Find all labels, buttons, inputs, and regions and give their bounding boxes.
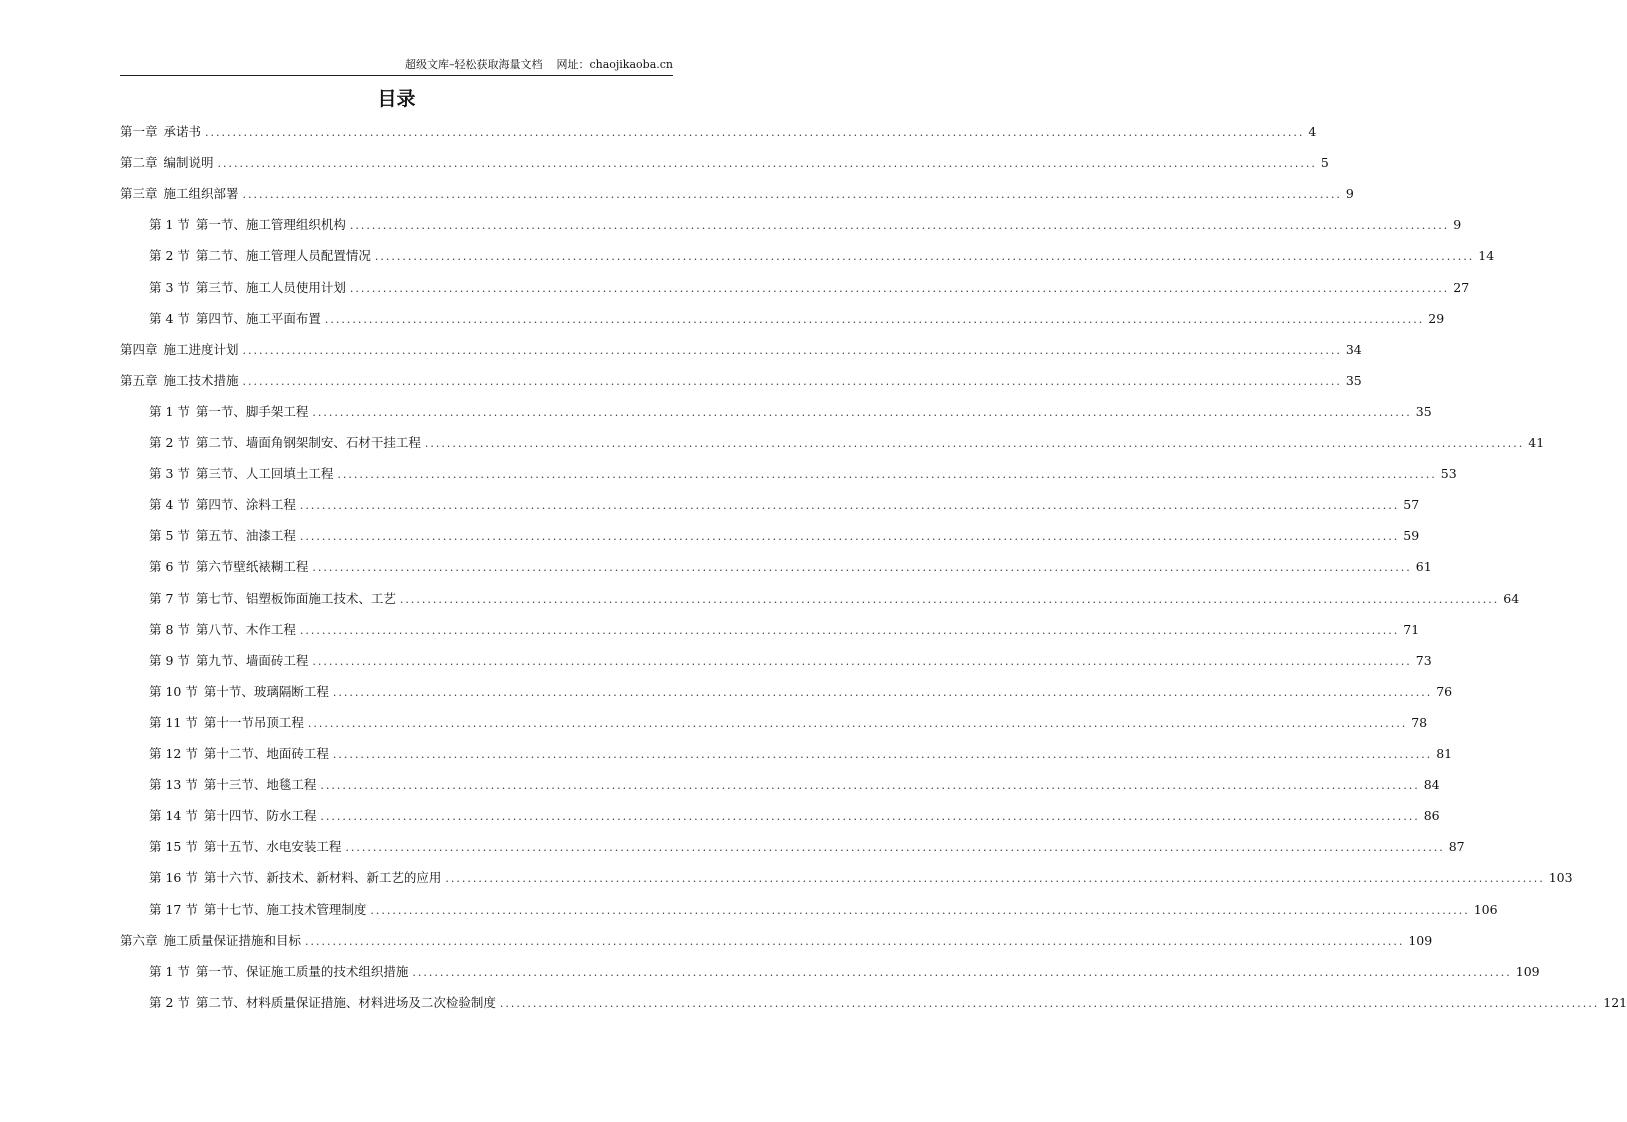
toc-page-number: 41 xyxy=(1528,435,1545,450)
toc-page-number: 5 xyxy=(1320,155,1329,171)
toc-entry-title: 第十三节、地毯工程 xyxy=(203,777,317,793)
toc-section-entry[interactable] xyxy=(149,495,1420,515)
toc-entry-number: 第 16 节 xyxy=(149,870,198,886)
toc-dot-leader: ........................................................................................................................................................................................................ xyxy=(307,716,1408,730)
toc-section-entry[interactable] xyxy=(149,962,1540,982)
toc-section-entry[interactable] xyxy=(149,278,1470,298)
header-site-name: 超级文库–轻松获取海量文档 xyxy=(404,58,543,71)
toc-section-entry[interactable] xyxy=(149,651,1432,671)
toc-dot-leader: ........................................................................................................................................................................................................ xyxy=(324,312,1425,326)
toc-dot-leader: ........................................................................................................................................................................................................ xyxy=(349,281,1450,295)
toc-dot-leader: ........................................................................................................................................................................................................ xyxy=(299,499,1400,513)
toc-dot-leader: ........................................................................................................................................................................................................ xyxy=(305,934,1405,948)
toc-section-entry[interactable] xyxy=(149,620,1420,640)
toc-entry-title: 第十二节、地面砖工程 xyxy=(203,746,329,761)
header-url: 网址：chaojikaoba.cn xyxy=(556,58,673,71)
toc-entry-number: 第 7 节 xyxy=(149,590,190,606)
toc-chapter-entry[interactable] xyxy=(120,340,1362,360)
toc-entry-title: 第十七节、施工技术管理制度 xyxy=(203,901,367,917)
toc-entry-number: 第 13 节 xyxy=(149,777,198,793)
toc-section-entry[interactable] xyxy=(149,806,1440,826)
toc-page-number: 35 xyxy=(1345,372,1362,388)
toc-dot-leader: ........................................................................................................................................................................................................ xyxy=(399,592,1500,606)
toc-entry-number: 第 14 节 xyxy=(149,808,198,824)
toc-dot-leader: ........................................................................................................................................................................................................ xyxy=(242,188,1342,202)
toc-entry-title: 施工技术措施 xyxy=(163,372,239,388)
toc-entry-title: 第八节、木作工程 xyxy=(195,621,296,637)
toc-page-number: 86 xyxy=(1423,808,1440,824)
toc-entry-title: 第六节壁纸裱糊工程 xyxy=(195,559,309,575)
toc-section-entry[interactable] xyxy=(149,900,1498,920)
toc-entry-title: 第三节、施工人员使用计划 xyxy=(195,279,346,295)
toc-entry-number: 第 10 节 xyxy=(149,683,198,699)
toc-entry-title: 第二节、墙面角钢架制安、石材干挂工程 xyxy=(195,435,421,450)
toc-page-number: 106 xyxy=(1473,901,1498,917)
toc-page-number: 78 xyxy=(1411,714,1428,730)
toc-dot-leader: ........................................................................................................................................................................................................ xyxy=(445,872,1545,886)
toc-section-entry[interactable] xyxy=(149,682,1453,702)
toc-entry-number: 第 6 节 xyxy=(149,559,190,575)
toc-entry-title: 第五节、油漆工程 xyxy=(195,528,296,544)
toc-chapter-entry[interactable] xyxy=(120,153,1329,173)
toc-entry-number: 第四章 xyxy=(120,341,158,357)
toc-section-entry[interactable] xyxy=(149,589,1520,609)
toc-page-number: 71 xyxy=(1403,621,1420,637)
toc-entry-number: 第一章 xyxy=(120,124,158,139)
toc-dot-leader: ........................................................................................................................................................................................................ xyxy=(299,623,1400,637)
toc-dot-leader: ........................................................................................................................................................................................................ xyxy=(205,126,1305,139)
toc-entry-number: 第 15 节 xyxy=(149,839,198,855)
toc-dot-leader: ........................................................................................................................................................................................................ xyxy=(299,530,1400,544)
toc-page-number: 61 xyxy=(1415,559,1432,575)
toc-entry-title: 第九节、墙面砖工程 xyxy=(195,652,309,668)
page-header xyxy=(120,55,673,76)
toc-entry-number: 第 1 节 xyxy=(149,963,190,979)
toc-page-number: 9 xyxy=(1453,217,1462,233)
toc-section-entry[interactable] xyxy=(149,775,1440,795)
toc-page-number: 103 xyxy=(1548,870,1573,886)
toc-entry-title: 第一节、施工管理组织机构 xyxy=(195,217,346,233)
toc-page-number: 109 xyxy=(1408,932,1433,948)
toc-dot-leader: ........................................................................................................................................................................................................ xyxy=(312,405,1412,419)
toc-page-number: 9 xyxy=(1345,186,1354,202)
toc-page-number: 81 xyxy=(1436,746,1453,761)
toc-page-number: 59 xyxy=(1403,528,1420,544)
toc-entry-title: 第一节、保证施工质量的技术组织措施 xyxy=(195,963,409,979)
toc-section-entry[interactable] xyxy=(149,744,1453,764)
toc-dot-leader: ........................................................................................................................................................................................................ xyxy=(217,157,1317,171)
toc-section-entry[interactable] xyxy=(149,993,1627,1013)
toc-section-entry[interactable] xyxy=(149,246,1495,266)
toc-entry-title: 第二节、材料质量保证措施、材料进场及二次检验制度 xyxy=(195,994,496,1010)
toc-page-number: 76 xyxy=(1436,683,1453,699)
toc-entry-title: 第十节、玻璃隔断工程 xyxy=(203,683,329,699)
toc-entry-number: 第 4 节 xyxy=(149,497,190,513)
toc-dot-leader: ........................................................................................................................................................................................................ xyxy=(332,748,1433,761)
toc-dot-leader: ........................................................................................................................................................................................................ xyxy=(499,996,1600,1010)
toc-entry-title: 施工组织部署 xyxy=(163,186,239,202)
toc-page-number: 87 xyxy=(1448,839,1465,855)
toc-entry-number: 第 12 节 xyxy=(149,746,198,761)
toc-entry-number: 第 2 节 xyxy=(149,435,190,450)
toc-page-number: 73 xyxy=(1415,652,1432,668)
toc-entry-number: 第 4 节 xyxy=(149,310,190,326)
toc-page-number: 64 xyxy=(1503,590,1520,606)
toc-page-number: 109 xyxy=(1515,963,1540,979)
toc-dot-leader: ........................................................................................................................................................................................................ xyxy=(349,219,1450,233)
toc-entry-number: 第五章 xyxy=(120,372,158,388)
toc-dot-leader: ........................................................................................................................................................................................................ xyxy=(320,779,1420,793)
toc-entry-title: 第十五节、水电安装工程 xyxy=(203,839,342,855)
toc-entry-number: 第 1 节 xyxy=(149,217,190,233)
toc-entry-number: 第六章 xyxy=(120,932,158,948)
toc-entry-number: 第 5 节 xyxy=(149,528,190,544)
toc-dot-leader: ........................................................................................................................................................................................................ xyxy=(374,250,1475,264)
toc-entry-number: 第三章 xyxy=(120,186,158,202)
toc-section-entry[interactable] xyxy=(149,526,1420,546)
toc-entry-title: 施工质量保证措施和目标 xyxy=(163,932,302,948)
page-title: 目录 xyxy=(377,88,416,110)
toc-dot-leader: ........................................................................................................................................................................................................ xyxy=(312,654,1412,668)
toc-section-entry[interactable] xyxy=(149,215,1462,235)
toc-section-entry[interactable] xyxy=(149,713,1428,733)
toc-chapter-entry[interactable] xyxy=(120,371,1362,391)
toc-dot-leader: ........................................................................................................................................................................................................ xyxy=(242,374,1342,388)
toc-section-entry[interactable] xyxy=(149,464,1457,484)
toc-page-number: 121 xyxy=(1603,994,1627,1010)
toc-entry-title: 第七节、铝塑板饰面施工技术、工艺 xyxy=(195,590,396,606)
toc-entry-number: 第 1 节 xyxy=(149,403,190,419)
toc-page-number: 57 xyxy=(1403,497,1420,513)
toc-chapter-entry[interactable] xyxy=(120,122,1317,142)
toc-page-number: 27 xyxy=(1453,279,1470,295)
toc-dot-leader: ........................................................................................................................................................................................................ xyxy=(332,685,1433,699)
toc-section-entry[interactable] xyxy=(149,868,1573,888)
toc-page-number: 14 xyxy=(1478,248,1495,264)
toc-entry-number: 第 2 节 xyxy=(149,994,190,1010)
toc-entry-title: 第十六节、新技术、新材料、新工艺的应用 xyxy=(203,870,442,886)
toc-page-number: 34 xyxy=(1345,341,1362,357)
toc-entry-title: 施工进度计划 xyxy=(163,341,239,357)
toc-dot-leader: ........................................................................................................................................................................................................ xyxy=(337,468,1437,482)
toc-section-entry[interactable] xyxy=(149,309,1445,329)
toc-dot-leader: ........................................................................................................................................................................................................ xyxy=(412,965,1512,979)
toc-section-entry[interactable] xyxy=(149,433,1545,453)
toc-entry-title: 编制说明 xyxy=(163,155,214,171)
toc-dot-leader: ........................................................................................................................................................................................................ xyxy=(370,903,1470,917)
toc-entry-number: 第 3 节 xyxy=(149,466,190,482)
toc-page-number: 35 xyxy=(1415,403,1432,419)
toc-entry-title: 第十一节吊顶工程 xyxy=(203,714,304,730)
toc-entry-number: 第 9 节 xyxy=(149,652,190,668)
toc-entry-title: 第四节、涂料工程 xyxy=(195,497,296,513)
toc-page-number: 84 xyxy=(1423,777,1440,793)
toc-page-number: 29 xyxy=(1428,310,1445,326)
toc-entry-title: 第三节、人工回填土工程 xyxy=(195,466,334,482)
toc-section-entry[interactable] xyxy=(149,402,1432,422)
toc-entry-title: 承诺书 xyxy=(163,124,202,139)
toc-entry-number: 第二章 xyxy=(120,155,158,171)
toc-dot-leader: ........................................................................................................................................................................................................ xyxy=(345,841,1445,855)
toc-entry-title: 第二节、施工管理人员配置情况 xyxy=(195,248,371,264)
toc-chapter-entry[interactable] xyxy=(120,184,1354,204)
toc-dot-leader: ........................................................................................................................................................................................................ xyxy=(320,810,1420,824)
toc-section-entry[interactable] xyxy=(149,837,1465,857)
toc-entry-title: 第十四节、防水工程 xyxy=(203,808,317,824)
toc-section-entry[interactable] xyxy=(149,557,1432,577)
toc-dot-leader: ........................................................................................................................................................................................................ xyxy=(242,343,1342,357)
toc-entry-number: 第 3 节 xyxy=(149,279,190,295)
toc-entry-number: 第 17 节 xyxy=(149,901,198,917)
toc-dot-leader: ........................................................................................................................................................................................................ xyxy=(312,561,1412,575)
toc-entry-title: 第一节、脚手架工程 xyxy=(195,403,309,419)
toc-chapter-entry[interactable] xyxy=(120,931,1433,951)
toc-entry-number: 第 8 节 xyxy=(149,621,190,637)
toc-dot-leader: ........................................................................................................................................................................................................ xyxy=(424,437,1525,450)
toc-page-number: 53 xyxy=(1440,466,1457,482)
toc-entry-title: 第四节、施工平面布置 xyxy=(195,310,321,326)
toc-entry-number: 第 11 节 xyxy=(149,714,198,730)
toc-page-number: 4 xyxy=(1308,124,1317,139)
toc-entry-number: 第 2 节 xyxy=(149,248,190,264)
